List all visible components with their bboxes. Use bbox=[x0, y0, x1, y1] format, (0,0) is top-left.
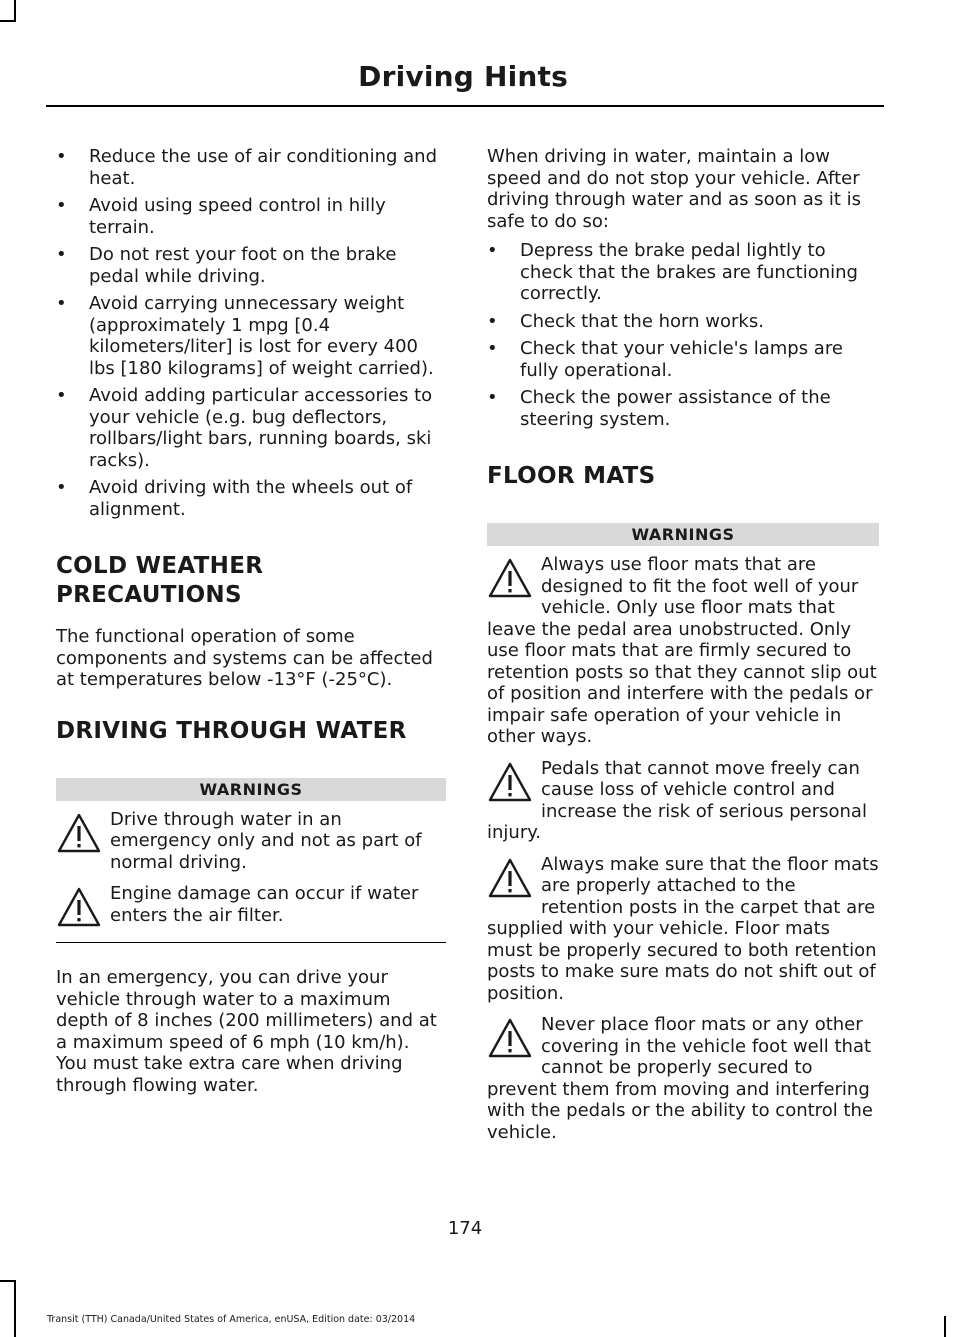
list-item: • Reduce the use of air conditioning and heat. bbox=[56, 146, 438, 189]
warning-item: Pedals that cannot move freely can cause loss of vehicle control and increase the risk of serious personal injury. bbox=[487, 757, 867, 843]
crop-mark-bottom-left bbox=[14, 1280, 16, 1337]
left-column bbox=[56, 146, 446, 1096]
floor-mats-heading: FLOOR MATS bbox=[487, 463, 656, 489]
list-item: • Avoid carrying unnecessary weight (approximately 1 mpg [0.4 kilometers/liter] is lost for every 400 lbs [180 kilograms] of weight carried). bbox=[56, 293, 434, 379]
warning-item: Always use floor mats that are designed to fit the foot well of your vehicle. Only use floor mats that leave the pedal area unobstructed. Only use floor mats that are firmly secured to retention posts so that they cannot slip out of position and interfere with the pedals or impair safe operation of your vehicle in other ways. bbox=[487, 554, 877, 747]
warning-item: Drive through water in an emergency only and not as part of normal driving. bbox=[56, 809, 446, 874]
cold-weather-heading: COLD WEATHER PRECAUTIONS bbox=[56, 553, 264, 608]
bullet-icon: • bbox=[56, 477, 67, 498]
bullet-icon: • bbox=[487, 387, 498, 408]
crop-mark-bottom-left-h bbox=[0, 1280, 16, 1282]
cold-weather-body: The functional operation of some components and systems can be affected at temperatures below -13°F (-25°C). bbox=[56, 626, 433, 690]
warning-triangle-icon bbox=[56, 811, 102, 855]
list-item: • Avoid driving with the wheels out of alignment. bbox=[56, 477, 413, 520]
driving-through-water-body: In an emergency, you can drive your vehicle through water to a maximum depth of 8 inches (200 millimeters) and at a maximum speed of 6 mph (10 km/h). You must take extra care when driving through flowing water. bbox=[56, 967, 437, 1096]
page-header-title: Driving Hints bbox=[358, 60, 568, 93]
warning-triangle-icon bbox=[487, 1016, 533, 1060]
page-number: 174 bbox=[447, 1218, 483, 1239]
after-water-checklist bbox=[487, 240, 879, 430]
warning-triangle-icon bbox=[487, 760, 533, 804]
water-intro: When driving in water, maintain a low speed and do not stop your vehicle. After driving through water and as soon as it is safe to do so: bbox=[487, 146, 862, 232]
list-item: • Avoid using speed control in hilly terrain. bbox=[56, 195, 386, 238]
bullet-icon: • bbox=[56, 293, 67, 314]
fuel-tips-list bbox=[56, 146, 446, 520]
crop-mark-bottom-right bbox=[944, 1316, 946, 1337]
list-item: • Check the power assistance of the steering system. bbox=[487, 387, 831, 430]
crop-mark-top-left-h bbox=[0, 20, 16, 22]
bullet-icon: • bbox=[487, 240, 498, 261]
warnings-label: WARNINGS bbox=[56, 778, 446, 801]
bullet-icon: • bbox=[487, 310, 498, 332]
list-item: • Do not rest your foot on the brake pedal while driving. bbox=[56, 244, 397, 287]
edition-footer: Transit (TTH) Canada/United States of America, enUSA, Edition date: 03/2014 bbox=[47, 1314, 416, 1325]
list-item: • Depress the brake pedal lightly to check that the brakes are functioning correctly. bbox=[487, 240, 858, 304]
crop-mark-top-left bbox=[14, 0, 16, 22]
list-item: • Avoid adding particular accessories to your vehicle (e.g. bug deflectors, rollbars/light bars, running boards, ski racks). bbox=[56, 385, 433, 471]
list-item: • Check that the horn works. bbox=[487, 310, 764, 332]
bullet-icon: • bbox=[56, 244, 67, 265]
warning-triangle-icon bbox=[487, 556, 533, 600]
driving-through-water-heading: DRIVING THROUGH WATER bbox=[56, 717, 407, 744]
warning-item: Never place floor mats or any other covering in the vehicle foot well that cannot be properly secured to prevent them from moving and interfering with the pedals or the ability to control the vehicle. bbox=[487, 1014, 873, 1143]
warning-item: Engine damage can occur if water enters the air filter. bbox=[56, 883, 446, 926]
warnings-label: WARNINGS bbox=[487, 523, 879, 546]
bullet-icon: • bbox=[56, 385, 67, 406]
warning-triangle-icon bbox=[56, 885, 102, 929]
right-column bbox=[487, 146, 879, 1143]
list-item: • Check that your vehicle's lamps are fully operational. bbox=[487, 338, 843, 381]
warning-triangle-icon bbox=[487, 856, 533, 900]
bullet-icon: • bbox=[56, 195, 67, 216]
warning-item: Always make sure that the floor mats are properly attached to the retention posts in the carpet that are supplied with your vehicle. Floor mats must be properly secured to both retention posts to make sure mats do not shift out of position. bbox=[487, 853, 879, 1004]
bullet-icon: • bbox=[56, 146, 67, 167]
header-rule bbox=[46, 105, 884, 107]
bullet-icon: • bbox=[487, 338, 498, 359]
